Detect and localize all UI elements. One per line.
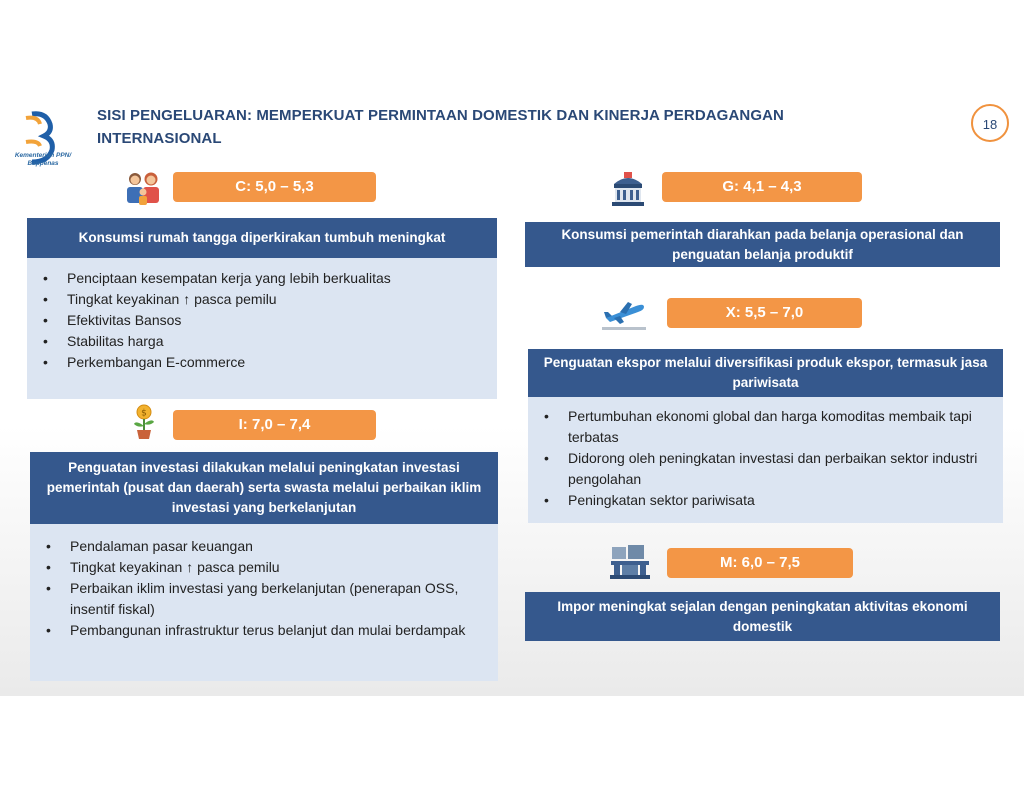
list-item: • Pendalaman pasar keuangan bbox=[46, 536, 488, 557]
investment-heading-text: Penguatan investasi dilakukan melalui peningkatan investasi pemerintah (pusat dan daerah) serta swasta melalui perbaikan iklim investasi yang berkelanjutan bbox=[46, 460, 482, 515]
list-item: • Didorong oleh peningkatan investasi dan perbaikan sektor industri pengolahan bbox=[544, 448, 993, 490]
investment-list bbox=[46, 536, 488, 641]
list-item: • Pembangunan infrastruktur terus belanjut dan mulai berdampak bbox=[46, 620, 488, 641]
imports-growth-pill: M: 6,0 – 7,5 bbox=[667, 548, 853, 578]
page-title: SISI PENGELUARAN: MEMPERKUAT PERMINTAAN DOMESTIK DAN KINERJA PERDAGANGAN INTERNASIONAL bbox=[97, 107, 784, 147]
government-heading-text: Konsumsi pemerintah diarahkan pada belanja operasional dan penguatan belanja produktif bbox=[561, 226, 964, 262]
consumption-list bbox=[43, 268, 487, 373]
imports-heading-text: Impor meningkat sejalan dengan peningkatan aktivitas ekonomi domestik bbox=[557, 598, 968, 634]
logo-text: Kementerian PPN/ Bappenas bbox=[14, 152, 72, 167]
investment-heading bbox=[30, 452, 498, 524]
consumption-growth-pill: C: 5,0 – 5,3 bbox=[173, 172, 376, 202]
consumption-heading bbox=[27, 218, 497, 258]
family-icon bbox=[124, 170, 162, 208]
list-item: • Perbaikan iklim investasi yang berkelanjutan (penerapan OSS, insentif fiskal) bbox=[46, 578, 488, 620]
airplane-icon bbox=[600, 296, 648, 332]
exports-heading bbox=[528, 349, 1003, 397]
exports-details bbox=[528, 397, 1003, 523]
list-item: • Perkembangan E-commerce bbox=[43, 352, 487, 373]
list-item: • Pertumbuhan ekonomi global dan harga komoditas membaik tapi terbatas bbox=[544, 406, 993, 448]
list-item: • Tingkat keyakinan ↑ pasca pemilu bbox=[46, 557, 488, 578]
investment-details bbox=[30, 524, 498, 681]
page-number: 18 bbox=[971, 104, 1009, 142]
consumption-details bbox=[27, 258, 497, 399]
exports-growth-pill: X: 5,5 – 7,0 bbox=[667, 298, 862, 328]
government-building-icon bbox=[610, 170, 646, 208]
list-item: • Stabilitas harga bbox=[43, 331, 487, 352]
svg-text:$: $ bbox=[141, 408, 147, 419]
list-item: • Peningkatan sektor pariwisata bbox=[544, 490, 993, 511]
list-item: • Penciptaan kesempatan kerja yang lebih berkualitas bbox=[43, 268, 487, 289]
list-item: • Tingkat keyakinan ↑ pasca pemilu bbox=[43, 289, 487, 310]
exports-list bbox=[544, 406, 993, 511]
imports-heading bbox=[525, 592, 1000, 641]
cargo-boxes-icon bbox=[608, 543, 652, 581]
money-plant-icon bbox=[130, 404, 158, 440]
investment-growth-pill: I: 7,0 – 7,4 bbox=[173, 410, 376, 440]
government-heading bbox=[525, 222, 1000, 267]
consumption-heading-text: Konsumsi rumah tangga diperkirakan tumbuh meningkat bbox=[78, 230, 446, 245]
government-growth-pill: G: 4,1 – 4,3 bbox=[662, 172, 862, 202]
list-item: • Efektivitas Bansos bbox=[43, 310, 487, 331]
exports-heading-text: Penguatan ekspor melalui diversifikasi produk ekspor, termasuk jasa pariwisata bbox=[543, 355, 988, 390]
